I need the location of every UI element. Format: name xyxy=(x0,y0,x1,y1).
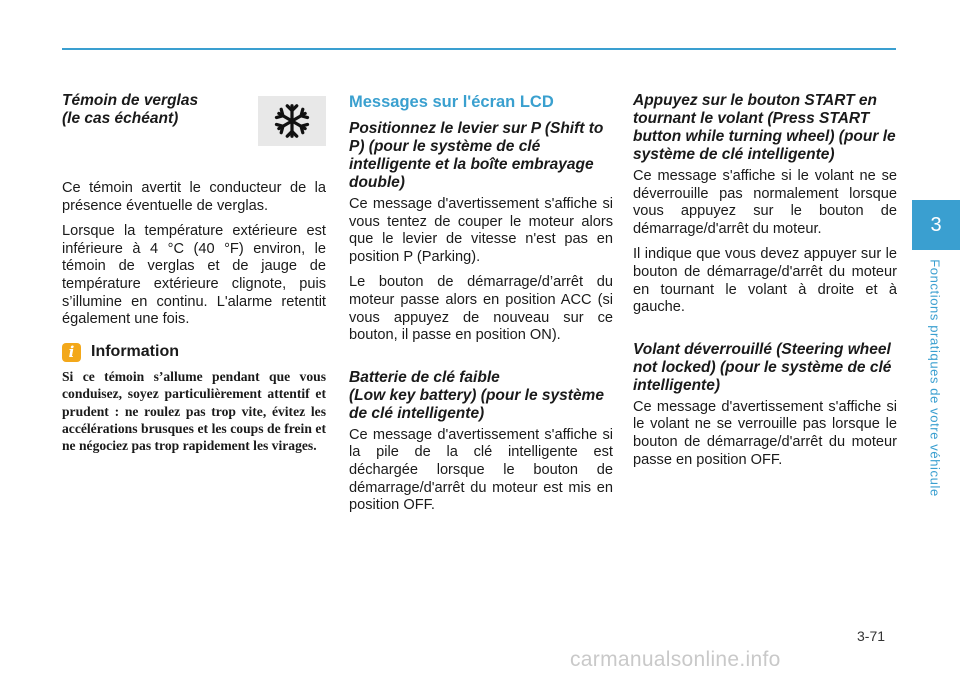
warning-header xyxy=(62,92,326,150)
low-key-battery-text: Ce message d'avertissement s'affiche si la pile de la clé intelligente est déchargée lorsque le bouton de démarrage/d'arrêt du moteur est mis en position OFF. xyxy=(349,426,613,514)
chapter-title: Fonctions pratiques de votre véhicule xyxy=(927,259,943,497)
chapter-tab: 3 xyxy=(912,200,960,250)
warning-icon-box xyxy=(258,96,326,146)
subheading-low-key-battery: Batterie de clé faible (Low key battery) (pour le système de clé intelligente) xyxy=(349,368,604,422)
page-number: 3-71 xyxy=(857,628,886,644)
press-start-text: Ce message s'affiche si le volant ne se déverrouille pas normalement lorsque vous appuyez sur le bouton de démarrage/d'arrêt du moteur. xyxy=(633,168,897,237)
column-3 xyxy=(633,92,897,477)
information-icon: i xyxy=(62,343,81,362)
top-rule xyxy=(62,48,896,50)
information-title: Information xyxy=(91,343,179,361)
warning-details: Lorsque la température extérieure est inférieure à 4 °C (40 °F) environ, le témoin de verglas et de jauge de température extérieure clignote, puis s’illumine en continu. L'alarme retentit également une fois. xyxy=(62,223,326,328)
watermark: carmanualsonline.info xyxy=(570,648,781,671)
shift-to-p-text: Ce message d'avertissement s'affiche si vous tentez de couper le moteur alors que le levier de vitesse n'est pas en position P (Parking). xyxy=(349,196,613,265)
snowflake-icon xyxy=(273,102,311,140)
subheading-press-start: Appuyez sur le bouton START en tournant le volant (Press START button while turning wheel) (pour le système de clé intelligente) xyxy=(633,92,896,163)
information-header xyxy=(62,343,326,362)
subheading-steering-not-locked: Volant déverrouillé (Steering wheel not locked) (pour le système de clé intelligente) xyxy=(633,340,892,394)
subheading-shift-to-p: Positionnez le levier sur P (Shift to P) (pour le système de clé intelligente et la boîte embrayage double) xyxy=(349,120,604,191)
warning-description: Ce témoin avertit le conducteur de la présence éventuelle de verglas. xyxy=(62,180,326,214)
information-text: Si ce témoin s’allume pendant que vous conduisez, soyez particulièrement attentif et prudent : ne roulez pas trop vite, évitez les accélérations brusques et les coups de frein et ne négociez pas trop rapidement les virages. xyxy=(62,368,326,454)
warning-title: Témoin de verglas (le cas échéant) xyxy=(62,92,199,127)
column-2 xyxy=(349,92,613,523)
press-start-instruction: Il indique que vous devez appuyer sur le bouton de démarrage/d'arrêt du moteur en tournant le volant à droite et à gauche. xyxy=(633,246,897,316)
acc-position-text: Le bouton de démarrage/d’arrêt du moteur passe alors en position ACC (si vous appuyez de nouveau sur ce bouton, il passe en position ON). xyxy=(349,274,613,344)
steering-not-locked-text: Ce message d'avertissement s'affiche si le volant ne se verrouille pas lorsque le bouton de démarrage/d'arrêt du moteur passe en position OFF. xyxy=(633,398,897,468)
column-1 xyxy=(62,92,326,455)
section-heading: Messages sur l'écran LCD xyxy=(349,93,554,111)
